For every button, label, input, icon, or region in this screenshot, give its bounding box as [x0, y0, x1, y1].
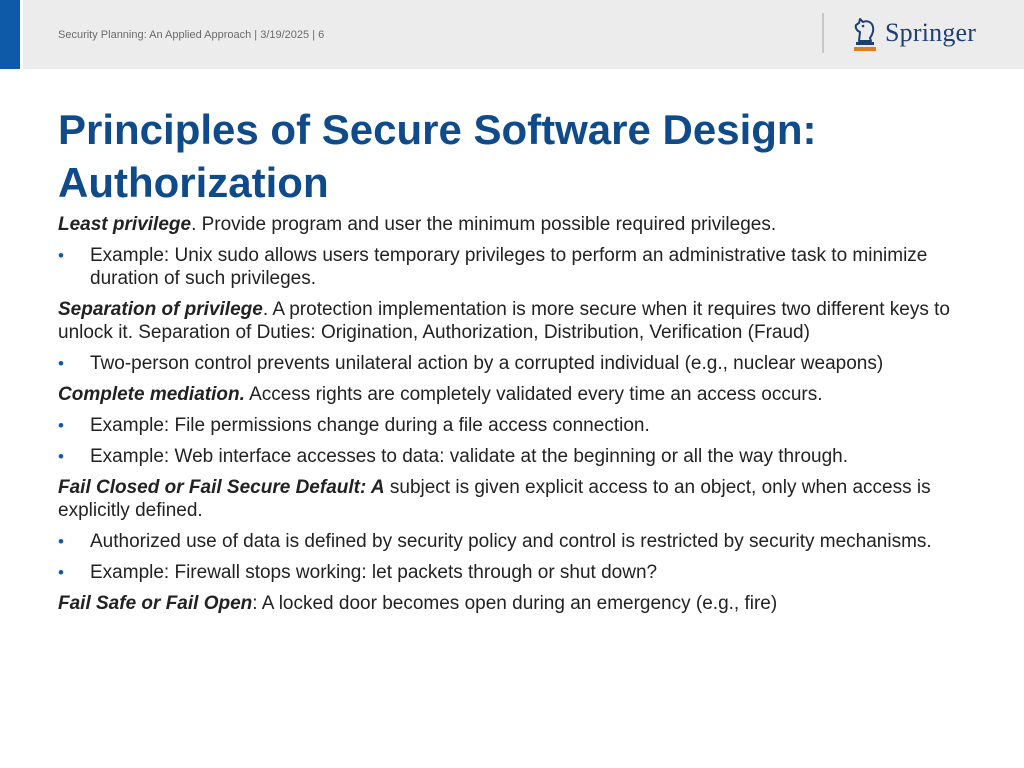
bullet-item	[58, 445, 970, 468]
principle-description: : A locked door becomes open during an emergency (e.g., fire)	[252, 593, 778, 614]
bullet-item	[58, 244, 970, 290]
principle-paragraph	[58, 476, 970, 522]
bullet-text: Example: Unix sudo allows users temporary privileges to perform an administrative task to minimize duration of such privileges.	[90, 245, 928, 289]
bullet-icon: •	[58, 354, 64, 373]
bullet-icon: •	[58, 447, 64, 466]
principle-term: Fail Closed or Fail Secure Default: A	[58, 477, 385, 498]
bullet-item	[58, 414, 970, 437]
bullet-item	[58, 352, 970, 375]
bullet-icon: •	[58, 563, 64, 582]
bullet-icon: •	[58, 416, 64, 435]
principle-description: . A protection implementation is more secure when it requires two different keys to unlock it. Separation of Duties: Origination, Authorization, Distribution, Verification (Fraud)	[58, 299, 950, 343]
logo-text: Springer	[885, 18, 977, 47]
bullet-item	[58, 561, 970, 584]
bullet-text: Example: Web interface accesses to data: validate at the beginning or all the way through.	[90, 446, 848, 467]
slide-content	[58, 213, 970, 623]
principle-paragraph	[58, 298, 970, 344]
springer-logo	[850, 13, 976, 53]
bullet-text: Two-person control prevents unilateral action by a corrupted individual (e.g., nuclear weapons)	[90, 353, 884, 374]
principle-paragraph	[58, 213, 970, 236]
principle-term: Least privilege	[58, 214, 192, 235]
bullet-text: Example: File permissions change during a file access connection.	[90, 415, 650, 436]
slide-footer: Security Planning: An Applied Approach | 3/19/2025 | 6	[58, 29, 325, 41]
slide-title: Principles of Secure Software Design: Authorization	[58, 106, 817, 206]
chess-knight-icon	[850, 14, 880, 52]
principle-term: Complete mediation.	[58, 384, 245, 405]
bullet-icon: •	[58, 246, 64, 265]
accent-gap	[20, 0, 23, 69]
principle-term: Separation of privilege	[58, 299, 263, 320]
principle-paragraph	[58, 383, 970, 406]
principle-description: Access rights are completely validated every time an access occurs.	[244, 384, 823, 405]
bullet-item	[58, 530, 970, 553]
bullet-text: Example: Firewall stops working: let packets through or shut down?	[90, 562, 658, 583]
principle-description: . Provide program and user the minimum possible required privileges.	[191, 214, 777, 235]
bullet-icon: •	[58, 532, 64, 551]
principle-term: Fail Safe or Fail Open	[58, 593, 253, 614]
principle-description: subject is given explicit access to an object, only when access is explicitly defined.	[58, 477, 931, 521]
principle-paragraph	[58, 592, 970, 615]
bullet-text: Authorized use of data is defined by security policy and control is restricted by security mechanisms.	[90, 531, 932, 552]
logo-divider	[822, 13, 824, 53]
accent-bar	[0, 0, 20, 69]
